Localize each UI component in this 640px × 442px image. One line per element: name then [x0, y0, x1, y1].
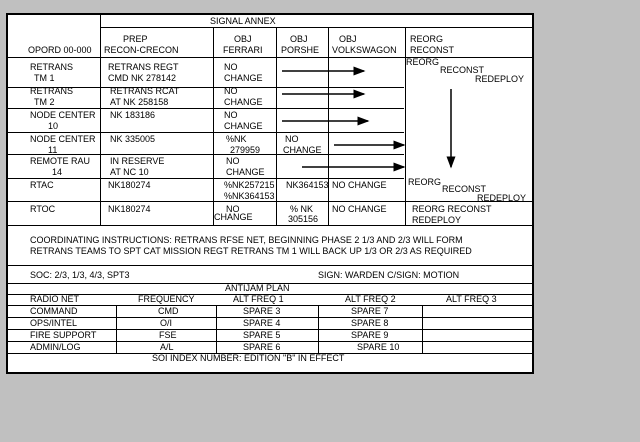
antijam-row-freq: FSE — [159, 330, 177, 340]
row-retrans-tm1-prep: CMD NK 278142 — [108, 73, 177, 83]
soc-line: SOC: 2/3, 1/3, 4/3, SPT3 — [30, 270, 130, 280]
antijam-header-alt1: ALT FREQ 1 — [233, 294, 284, 304]
row-retrans-tm2-prep: RETRANS RCAT — [110, 86, 180, 96]
row-rtoc-ferrari: NO — [226, 204, 240, 214]
row-retrans-tm1-reorg: RECONST — [440, 65, 485, 75]
row-rtac-volks: NO CHANGE — [332, 180, 387, 190]
row-retrans-tm1-name: RETRANS — [30, 62, 74, 72]
header-prep-line2: RECON-CRECON — [104, 45, 179, 55]
header-ferrari-line1: OBJ — [234, 34, 252, 44]
header-reorg-line1: REORG — [410, 34, 444, 44]
row-retrans-tm1-reorg: REORG — [406, 57, 440, 67]
antijam-row-alt2: SPARE 7 — [351, 306, 389, 316]
row-rtoc-name: RTOC — [30, 204, 56, 214]
antijam-row-alt2: SPARE 9 — [351, 330, 389, 340]
row-retrans-tm2-name: RETRANS — [30, 86, 74, 96]
row-retrans-tm2-name: TM 2 — [34, 97, 55, 107]
row-rtoc-volks: NO CHANGE — [332, 204, 387, 214]
row-node-center-11-prep: NK 335005 — [110, 134, 156, 144]
row-remote-rau-ferrari: NO — [226, 156, 240, 166]
antijam-row-net: ADMIN/LOG — [30, 342, 81, 352]
row-remote-rau-ferrari: CHANGE — [226, 167, 265, 177]
coordinating-line-1: COORDINATING INSTRUCTIONS: RETRANS RFSE NET, BEGINNING PHASE 2 1/3 AND 2/3 WILL FORM — [30, 235, 463, 245]
row-node-center-10-prep: NK 183186 — [110, 110, 156, 120]
row-node-center-11-ferrari: 279959 — [230, 145, 261, 155]
row-rtac-reorg: REDEPLOY — [477, 193, 527, 203]
coordinating-line-2: RETRANS TEAMS TO SPT CAT MISSION REGT RETRANS TM 1 WILL BACK UP 1/3 OR 2/3 AS REQUIRED — [30, 246, 472, 256]
row-remote-rau-prep: IN RESERVE — [110, 156, 165, 166]
antijam-row-alt1: SPARE 3 — [243, 306, 281, 316]
row-node-center-10-name: NODE CENTER — [30, 110, 96, 120]
antijam-row-alt2: SPARE 10 — [357, 342, 400, 352]
row-node-center-11-name: 11 — [48, 145, 58, 155]
row-node-center-10-ferrari: CHANGE — [224, 121, 263, 131]
signal-annex-sheet — [6, 13, 534, 374]
row-node-center-11-porshe: NO — [285, 134, 299, 144]
soi-index-line: SOI INDEX NUMBER: EDITION "B" IN EFFECT — [152, 353, 345, 363]
antijam-row-alt1: SPARE 5 — [243, 330, 281, 340]
row-rtoc-reorg: REORG RECONST — [412, 204, 492, 214]
row-rtac-reorg: REORG — [408, 177, 442, 187]
antijam-row-alt1: SPARE 6 — [243, 342, 281, 352]
row-retrans-tm1-name: TM 1 — [34, 73, 55, 83]
row-retrans-tm2-prep: AT NK 258158 — [110, 97, 169, 107]
row-retrans-tm1-reorg: REDEPLOY — [475, 74, 525, 84]
header-volks-line2: VOLKSWAGON — [332, 45, 397, 55]
row-retrans-tm1-prep: RETRANS REGT — [108, 62, 179, 72]
annex-title: SIGNAL ANNEX — [210, 16, 276, 26]
row-rtac-reorg: RECONST — [442, 184, 487, 194]
row-remote-rau-name: 14 — [52, 167, 63, 177]
antijam-row-net: FIRE SUPPORT — [30, 330, 97, 340]
header-ferrari-line2: FERRARI — [223, 45, 263, 55]
antijam-row-freq: CMD — [158, 306, 179, 316]
antijam-title: ANTIJAM PLAN — [225, 283, 290, 293]
row-node-center-10-ferrari: NO — [224, 110, 238, 120]
antijam-row-alt1: SPARE 4 — [243, 318, 281, 328]
antijam-header-net: RADIO NET — [30, 294, 80, 304]
row-node-center-10-name: 10 — [48, 121, 59, 131]
row-rtac-prep: NK180274 — [108, 180, 151, 190]
row-retrans-tm2-ferrari: NO — [224, 86, 238, 96]
row-rtac-ferrari: %NK364153 — [224, 191, 275, 201]
row-node-center-11-porshe: CHANGE — [283, 145, 322, 155]
header-prep-line1: PREP — [123, 34, 148, 44]
row-rtoc-prep: NK180274 — [108, 204, 151, 214]
row-rtoc-porshe: 305156 — [288, 214, 319, 224]
antijam-row-freq: A/L — [160, 342, 174, 352]
antijam-header-alt2: ALT FREQ 2 — [345, 294, 396, 304]
row-retrans-tm2-ferrari: CHANGE — [224, 97, 263, 107]
antijam-row-net: COMMAND — [30, 306, 78, 316]
antijam-header-alt3: ALT FREQ 3 — [446, 294, 497, 304]
row-rtoc-ferrari: CHANGE — [214, 212, 253, 222]
header-porshe-line1: OBJ — [290, 34, 308, 44]
antijam-header-freq: FREQUENCY — [138, 294, 195, 304]
row-node-center-11-name: NODE CENTER — [30, 134, 96, 144]
header-volks-line1: OBJ — [339, 34, 357, 44]
row-retrans-tm1-ferrari: NO — [224, 62, 238, 72]
header-opord: OPORD 00-000 — [28, 45, 92, 55]
row-remote-rau-name: REMOTE RAU — [30, 156, 91, 166]
row-retrans-tm1-ferrari: CHANGE — [224, 73, 263, 83]
header-reorg-line2: RECONST — [410, 45, 455, 55]
row-rtac-name: RTAC — [30, 180, 54, 190]
row-rtoc-reorg: REDEPLOY — [412, 215, 462, 225]
row-node-center-11-ferrari: %NK — [226, 134, 247, 144]
row-rtoc-porshe: % NK — [290, 204, 314, 214]
antijam-row-net: OPS/INTEL — [30, 318, 78, 328]
row-remote-rau-prep: AT NC 10 — [110, 167, 149, 177]
antijam-row-freq: O/I — [160, 318, 173, 328]
antijam-row-alt2: SPARE 8 — [351, 318, 389, 328]
header-porshe-line2: PORSHE — [281, 45, 320, 55]
sign-line: SIGN: WARDEN C/SIGN: MOTION — [318, 270, 460, 280]
row-rtac-porshe: NK364153 — [286, 180, 329, 190]
row-rtac-ferrari: %NK257215 — [224, 180, 275, 190]
